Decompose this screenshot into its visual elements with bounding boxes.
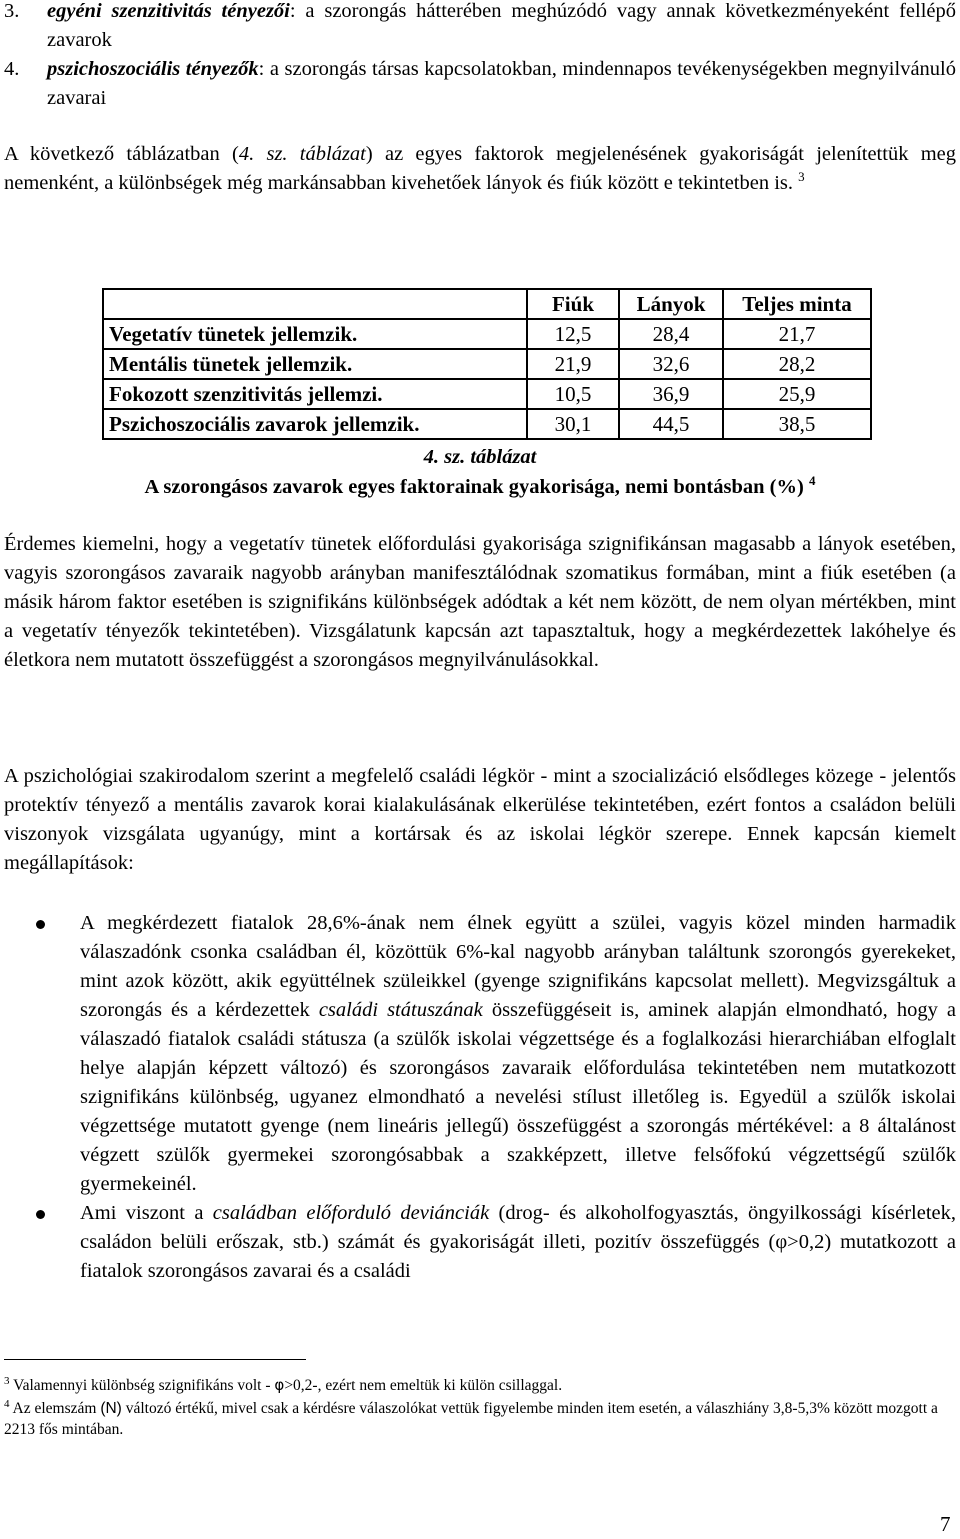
- list-number: 4.: [4, 58, 20, 80]
- row-label: Vegetatív tünetek jellemzik.: [103, 319, 527, 349]
- table-header-girls: Lányok: [619, 289, 723, 319]
- list-item: [4, 55, 956, 113]
- list-item-title: egyéni szenzitivitás tényezői: [47, 0, 290, 22]
- list-item-title: pszichoszociális tényezők: [47, 58, 259, 80]
- list-item-text: : a szorongás társas kapcsolatokban, mindennapos tevékenységekben megnyilvánuló zavarai: [47, 58, 956, 109]
- row-label: Fokozott szenzitivitás jellemzi.: [103, 379, 527, 409]
- bullet-text: összefüggéseit is, aminek alapján elmondható, hogy a válaszadó fiatalok családi státusza (a szülők iskolai végzettsége és a foglalkozási hierarchiában elfoglalt helye alapján képzett változó) és szorongásos zavaraik előfordulása tekintetében nem mutatkozott szignifikáns különbség, ugyanez elmondható a nevelési stílust illetőleg is. Egyedül a szülők iskolai végzettsége mutatott gyenge (nem lineáris jellegű) összefüggést a szorongás mértékével: a 8 általánost végzett szülők gyermekei szorongósabbak a szakképzett, illetve felsőfokú végzettségű szülők gyermekeinél.: [80, 999, 956, 1195]
- phi-symbol: φ: [775, 1231, 788, 1253]
- intro-text-before: A következő táblázatban (: [4, 143, 239, 165]
- bullet-icon: [36, 920, 45, 929]
- body-paragraph-1: Érdemes kiemelni, hogy a vegetatív tünetek előfordulási gyakorisága szignifikánsan magasabb a lányok esetében, vagyis szorongásos zavaraik nagyobb arányban manifesztálódnak szomatikus formában, mint a fiúk esetében (a másik három faktor esetében is szignifikáns különbségek adódtak a két nem között, de nem olyan mértékben, mint a vegetatív tényezők tekintetében). Vizsgálatunk kapcsán azt tapasztaltuk, hogy a megkérdezettek lakóhelye és életkora nem mutatott összefüggést a szorongásos megnyilvánulásokkal.: [4, 533, 956, 671]
- list-item: [4, 0, 956, 55]
- cell-total: 38,5: [723, 409, 871, 439]
- table-caption-title: 4. sz. táblázat: [423, 446, 537, 468]
- intro-paragraph: [4, 140, 956, 198]
- body-paragraph-2: A pszichológiai szakirodalom szerint a megfelelő családi légkör - mint a szocializáció elsődleges közege - jelentős protektív tényező a mentális zavarok korai kialakulásának elkerülése tekintetében, ezért fontos a családon belüli viszonyok vizsgálata ugyanúgy, mint a kortársak és az iskolai légkör szerepe. Ennek kapcsán kiemelt megállapítások:: [4, 765, 956, 874]
- table-caption: [0, 473, 960, 502]
- bullet-emphasis: családi státuszának: [318, 999, 483, 1021]
- table-row: [103, 409, 871, 439]
- list-item: [4, 909, 956, 1199]
- footnote-text: változó értékű, mivel csak a kérdésre válaszolókat vettük figyelembe minden item esetén, a válaszhiány 3,8-5,3% között mozgott a 2213 fős mintában.: [4, 1400, 938, 1438]
- footnote-4: [4, 1398, 956, 1440]
- cell-boys: 30,1: [527, 409, 619, 439]
- cell-boys: 10,5: [527, 379, 619, 409]
- table-reference: 4. sz. táblázat: [238, 143, 366, 165]
- factor-list: [4, 0, 956, 113]
- findings-list: [4, 909, 956, 1286]
- table-row: [103, 379, 871, 409]
- cell-total: 21,7: [723, 319, 871, 349]
- table-row: [103, 349, 871, 379]
- cell-girls: 44,5: [619, 409, 723, 439]
- table-row: [103, 319, 871, 349]
- phi-symbol: φ: [274, 1376, 285, 1394]
- list-item: [4, 1199, 956, 1286]
- bullet-text: (drog- és alkoholfogyasztás, öngyilkossági kísérletek, családon belüli erőszak, stb.) számát és gyakoriságát illeti, pozitív összefüggés (: [80, 1202, 957, 1253]
- footnote-ref-3: 3: [798, 169, 805, 184]
- cell-girls: 32,6: [619, 349, 723, 379]
- footnote-ref-4: 4: [808, 473, 816, 488]
- bullet-text: Ami viszont a: [80, 1202, 213, 1224]
- footnote-number: 3: [4, 1375, 10, 1387]
- cell-total: 25,9: [723, 379, 871, 409]
- factor-frequency-table: [102, 288, 872, 440]
- list-number: 3.: [4, 0, 20, 22]
- cell-total: 28,2: [723, 349, 871, 379]
- footnote-number: 4: [4, 1398, 10, 1410]
- row-label: Mentális tünetek jellemzik.: [103, 349, 527, 379]
- table-header-total: Teljes minta: [723, 289, 871, 319]
- bullet-text: >0,2) mutatkozott a fiatalok szorongásos zavarai és a családi: [80, 1231, 957, 1282]
- footnote-text: Valamennyi különbség szignifikáns volt -: [9, 1377, 275, 1394]
- intro-text-after: ) az egyes faktorok megjelenésének gyakoriságát jelenítettük meg nemenként, a különbségek még markánsabban kivehetőek lányok és fiúk között e tekintetben is.: [4, 143, 956, 194]
- footnote-text: Az elemszám: [9, 1400, 101, 1417]
- table-caption-text: A szorongásos zavarok egyes faktorainak gyakorisága, nemi bontásban (%): [144, 476, 804, 498]
- table-header-boys: Fiúk: [527, 289, 619, 319]
- row-label: Pszichoszociális zavarok jellemzik.: [103, 409, 527, 439]
- cell-girls: 36,9: [619, 379, 723, 409]
- bullet-emphasis: családban előforduló deviánciák: [212, 1202, 490, 1224]
- list-item-text: : a szorongás hátterében meghúzódó vagy annak következményeként fellépő zavarok: [47, 0, 956, 51]
- cell-boys: 21,9: [527, 349, 619, 379]
- bullet-icon: [36, 1210, 45, 1219]
- table-header-row: [103, 289, 871, 319]
- cell-boys: 12,5: [527, 319, 619, 349]
- table-header-empty: [103, 289, 527, 319]
- cell-girls: 28,4: [619, 319, 723, 349]
- bullet-text: A megkérdezett fiatalok 28,6%-ának nem élnek együtt a szülei, vagyis közel minden harmadik válaszadónk csonka családban él, közöttük 6%-kal nagyobb arányban találtunk szorongós gyerekeket, mint azok között, akik együttélnek szüleikkel (gyenge szignifikáns kapcsolat mellett). Megvizsgáltuk a szorongás és a kérdezettek: [80, 912, 956, 1021]
- page-number: 7: [940, 1512, 951, 1536]
- footnote-divider: [4, 1359, 306, 1360]
- footnote-3: [4, 1375, 956, 1396]
- footnote-text: >0,2-, ezért nem emeltük ki külön csillaggal.: [284, 1377, 563, 1394]
- footnote-n-symbol: (N): [100, 1400, 122, 1417]
